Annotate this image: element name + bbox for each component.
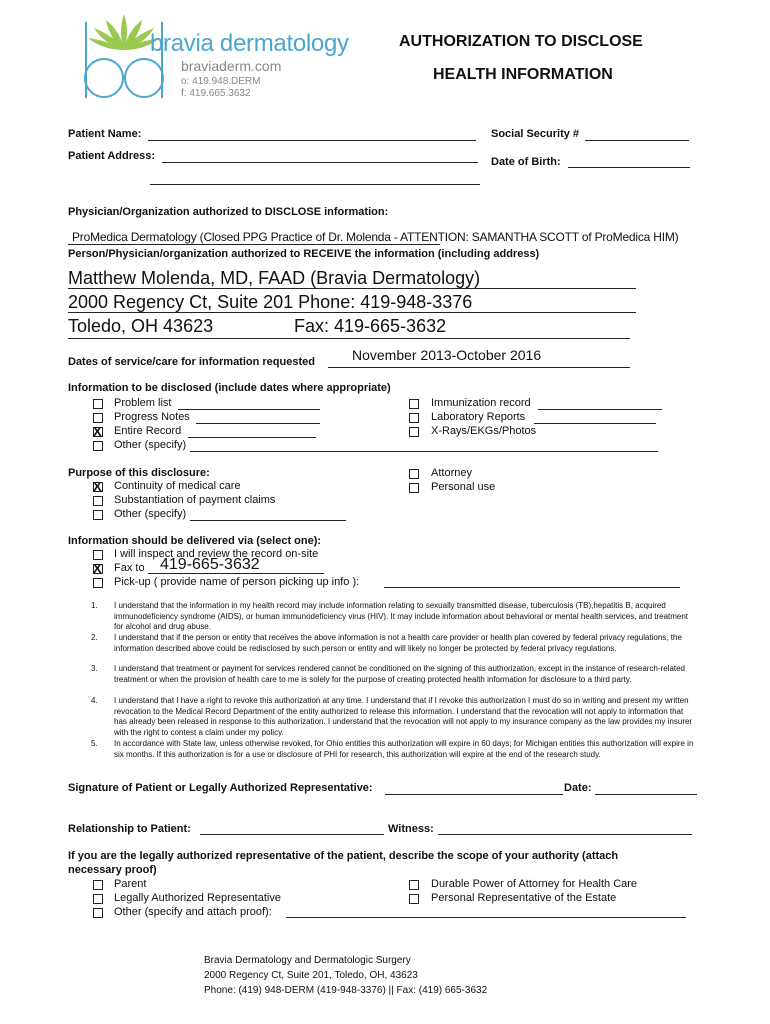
checkbox-onsite[interactable] [93, 550, 103, 560]
check-mark-icon: X [93, 561, 102, 576]
disclose-label: Physician/Organization authorized to DISCLOSE information: [68, 206, 389, 218]
option-immunization: Immunization record [431, 397, 531, 409]
witness-field[interactable] [438, 834, 692, 835]
pickup-line[interactable] [384, 587, 680, 588]
purpose-heading: Purpose of this disclosure: [68, 467, 210, 479]
receive-line-1[interactable]: Matthew Molenda, MD, FAAD (Bravia Dermatology) [68, 268, 481, 288]
lab-reports-line[interactable] [534, 423, 656, 424]
option-xrays: X-Rays/EKGs/Photos [431, 425, 537, 437]
checkbox-durable-poa[interactable] [409, 880, 419, 890]
patient-name-label: Patient Name: [68, 128, 142, 140]
option-substantiation: Substantiation of payment claims [114, 494, 276, 506]
other-info-line[interactable] [190, 451, 658, 452]
disclose-field-line [68, 244, 440, 245]
fax-value[interactable]: 419-665-3632 [160, 556, 260, 573]
option-pickup: Pick-up ( provide name of person picking up info ): [114, 576, 360, 588]
option-legal-rep: Legally Authorized Representative [114, 892, 281, 904]
relationship-field[interactable] [200, 834, 384, 835]
problem-list-line[interactable] [178, 409, 320, 410]
option-entire-record: Entire Record [114, 425, 182, 437]
signature-field[interactable] [385, 794, 563, 795]
entire-record-line[interactable] [188, 437, 316, 438]
checkbox-legal-rep[interactable] [93, 894, 103, 904]
witness-label: Witness: [388, 823, 434, 835]
option-parent: Parent [114, 878, 147, 890]
relationship-label: Relationship to Patient: [68, 823, 191, 835]
checkbox-other-info[interactable] [93, 441, 103, 451]
receive-underline-2 [68, 312, 636, 313]
patient-address-field[interactable] [162, 162, 478, 163]
checkbox-parent[interactable] [93, 880, 103, 890]
option-problem-list: Problem list [114, 397, 172, 409]
representative-heading: If you are the legally authorized representative of the patient, describe the scope of your authority (attach [68, 850, 619, 862]
term-text: I understand that treatment or payment for services rendered cannot be conditioned on the signing of this authorization, except in the instance of research-related treatment or when the provision of health care to me is solely for the purpose of creating protected health information for disclosure to a third party. [114, 664, 686, 684]
signature-label: Signature of Patient or Legally Authorized Representative: [68, 782, 373, 794]
brand-fax: f: 419.665.3632 [181, 88, 251, 99]
checkbox-xrays[interactable] [409, 427, 419, 437]
checkbox-other-purpose[interactable] [93, 510, 103, 520]
patient-address-field-2[interactable] [150, 184, 480, 185]
checkbox-other-rep[interactable] [93, 908, 103, 918]
option-personal-rep: Personal Representative of the Estate [431, 892, 617, 904]
brand-name: bravia dermatology [150, 30, 349, 57]
option-other-purpose: Other (specify) [114, 508, 187, 520]
checkbox-problem-list[interactable] [93, 399, 103, 409]
immunization-line[interactable] [538, 409, 662, 410]
receive-line-3a[interactable]: Toledo, OH 43623 [68, 316, 214, 336]
option-lab-reports: Laboratory Reports [431, 411, 526, 423]
option-attorney: Attorney [431, 467, 472, 479]
checkbox-immunization[interactable] [409, 399, 419, 409]
option-other-rep: Other (specify and attach proof): [114, 906, 272, 918]
option-continuity: Continuity of medical care [114, 480, 241, 492]
footer-line-3: Phone: (419) 948-DERM (419-948-3376) || Fax: (419) 665-3632 [204, 985, 488, 996]
representative-heading-2: necessary proof) [68, 864, 157, 876]
date-label: Date: [564, 782, 592, 794]
option-personal-use: Personal use [431, 481, 496, 493]
term-text: I understand that the information in my health record may include information relating to sexually transmitted disease, tuberculosis (TB),hepatitis B, acquired immunodeficiency syndrome (AIDS), or human immunodeficiency virus (HIV). It may include information about behavioral or mental health services, and treatment for alcohol and drug abuse. [114, 601, 689, 631]
checkbox-substantiation[interactable] [93, 496, 103, 506]
form-title-line1: AUTHORIZATION TO DISCLOSE [399, 33, 643, 50]
footer-line-2: 2000 Regency Ct, Suite 201, Toledo, OH, 43623 [204, 970, 418, 981]
term-number: 2. [91, 633, 98, 642]
dates-label: Dates of service/care for information requested [68, 356, 315, 368]
disclose-value[interactable]: ProMedica Dermatology (Closed PPG Practice of Dr. Molenda - ATTENTION: SAMANTHA SCOTT of ProMedica HIM) [72, 230, 679, 244]
dates-value[interactable]: November 2013-October 2016 [352, 347, 542, 363]
option-other-info: Other (specify) [114, 439, 187, 451]
checkbox-pickup[interactable] [93, 578, 103, 588]
fax-line [148, 573, 324, 574]
receive-underline-1 [68, 288, 636, 289]
checkbox-attorney[interactable] [409, 469, 419, 479]
form-title-line2: HEALTH INFORMATION [433, 66, 613, 83]
dob-field[interactable] [568, 167, 690, 168]
term-text: I understand that if the person or entity that receives the above information is not a health care provider or health plan covered by federal privacy regulations, the information described above could be redisclosed by such person or entity and will likely no longer be protected by federal privacy regulations. [114, 633, 682, 653]
option-progress-notes: Progress Notes [114, 411, 190, 423]
checkbox-personal-use[interactable] [409, 483, 419, 493]
term-number: 1. [91, 601, 98, 610]
dates-field-line [328, 367, 630, 368]
option-durable-poa: Durable Power of Attorney for Health Care [431, 878, 638, 890]
term-number: 3. [91, 664, 98, 673]
option-fax: Fax to [114, 562, 145, 574]
footer-line-1: Bravia Dermatology and Dermatologic Surgery [204, 955, 411, 966]
term-text: I understand that I have a right to revoke this authorization at any time. I understand that if I revoke this authorization I must do so in writing and present my written revocation to the Medical Record Department of the entity authorized to release this information. I understand that the revocation will not apply to information that has already been released in response to this authorization. I understand that the revocation will not apply to my insurance company as the law provides my insurer with the right to contest a claim under my policy. [114, 696, 693, 737]
other-rep-line[interactable] [286, 917, 686, 918]
checkbox-personal-rep[interactable] [409, 894, 419, 904]
date-field[interactable] [595, 794, 697, 795]
checkbox-progress-notes[interactable] [93, 413, 103, 423]
patient-name-field[interactable] [148, 140, 476, 141]
patient-address-label: Patient Address: [68, 150, 156, 162]
receive-label: Person/Physician/organization authorized to RECEIVE the information (including address) [68, 248, 540, 260]
check-mark-icon: X [93, 479, 102, 494]
delivery-heading: Information should be delivered via (select one): [68, 535, 322, 547]
term-number: 4. [91, 696, 98, 705]
brand-website: braviaderm.com [181, 58, 282, 74]
brand-phone: o: 419.948.DERM [181, 76, 261, 87]
checkbox-lab-reports[interactable] [409, 413, 419, 423]
receive-underline-3 [68, 338, 630, 339]
ssn-label: Social Security # [491, 128, 580, 140]
term-number: 5. [91, 739, 98, 748]
progress-notes-line[interactable] [196, 423, 320, 424]
ssn-field[interactable] [585, 140, 689, 141]
check-mark-icon: X [93, 424, 102, 439]
receive-line-2[interactable]: 2000 Regency Ct, Suite 201 Phone: 419-948-3376 [68, 292, 473, 312]
info-heading: Information to be disclosed (include dates where appropriate) [68, 382, 391, 394]
term-text: In accordance with State law, unless otherwise revoked, for Ohio entities this authorization will expire in 60 days; for Michigan entities this authorization will expire in six months. If this authorization is for a use or disclosure of PHI for research, this authorization will expire at the end of the research study. [114, 739, 694, 759]
other-purpose-line[interactable] [190, 520, 346, 521]
option-onsite: I will inspect and review the record on-site [114, 548, 319, 560]
receive-line-3b[interactable]: Fax: 419-665-3632 [294, 316, 447, 336]
dob-label: Date of Birth: [491, 156, 561, 168]
